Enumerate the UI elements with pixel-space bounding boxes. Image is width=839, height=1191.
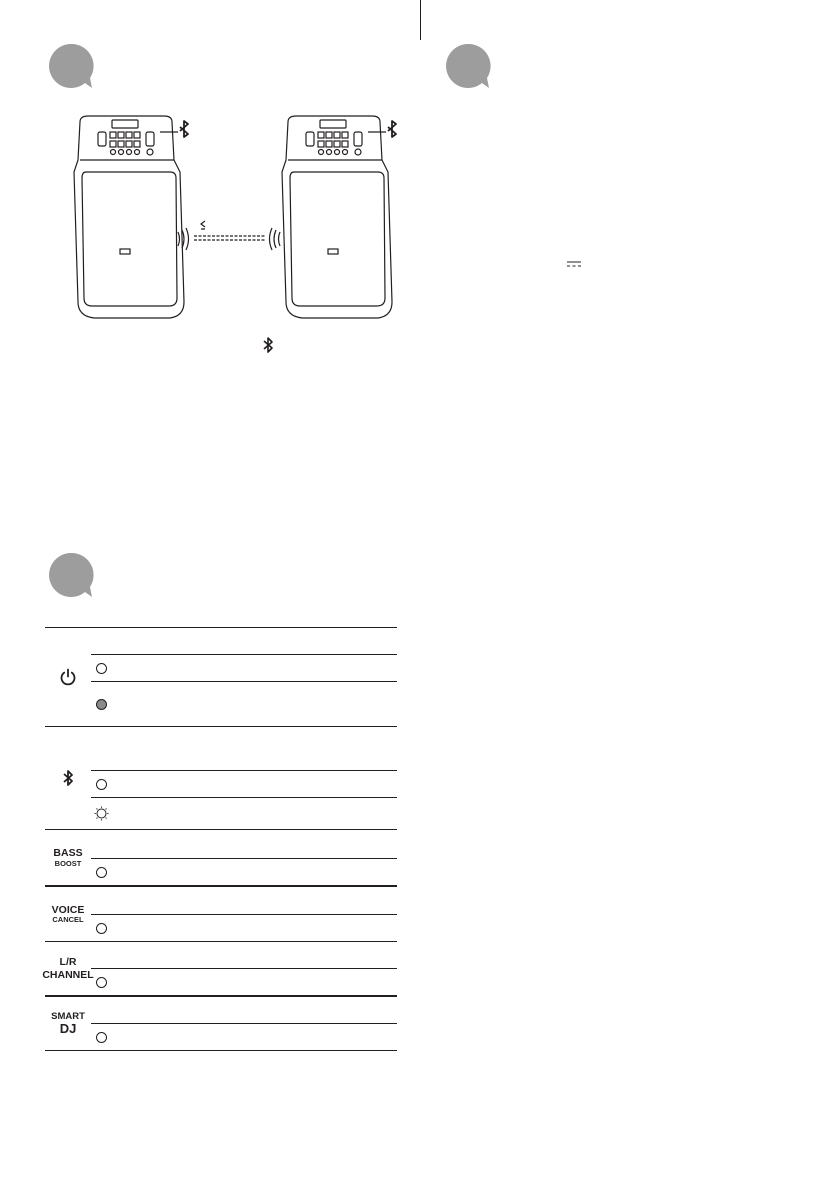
- bass-boost-group: [45, 829, 397, 885]
- led-solid-icon: [96, 699, 107, 710]
- table-row: [91, 681, 397, 726]
- speaker-left: [74, 116, 184, 318]
- led-blinking-icon: [94, 806, 109, 821]
- led-off-icon: [96, 867, 107, 878]
- speech-bubble-icon: [45, 549, 97, 601]
- dc-symbol-icon: [566, 260, 582, 268]
- bluetooth-icon: [388, 121, 396, 137]
- table-row: [91, 830, 397, 858]
- led-indicator-table: [42, 627, 397, 1051]
- table-row: [91, 997, 397, 1023]
- table-row: [91, 797, 397, 829]
- smart-dj-group: [45, 995, 397, 1051]
- speaker-right: [282, 116, 392, 318]
- table-row: [91, 942, 397, 968]
- bluetooth-icon: [180, 121, 188, 137]
- table-row: [91, 727, 397, 770]
- power-icon: [59, 668, 77, 686]
- smart-dj-label: SMART DJ: [51, 1010, 85, 1037]
- led-off-icon: [96, 663, 107, 674]
- table-row: [91, 858, 397, 885]
- power-group: [45, 627, 397, 726]
- led-off-icon: [96, 779, 107, 790]
- column-divider: [420, 0, 421, 40]
- bluetooth-icon: [262, 336, 274, 354]
- speech-bubble-icon: [442, 40, 494, 92]
- table-row: [91, 914, 397, 941]
- table-row: [91, 654, 397, 681]
- voice-cancel-label: VOICE CANCEL: [51, 903, 85, 924]
- bass-boost-label: BASS BOOST: [53, 847, 83, 868]
- table-row: [91, 628, 397, 654]
- table-row: [91, 887, 397, 914]
- lr-channel-group: [42, 941, 397, 995]
- speech-bubble-icon: [45, 40, 97, 92]
- led-off-icon: [96, 977, 107, 988]
- voice-cancel-group: [45, 885, 397, 941]
- bluetooth-icon: [62, 768, 74, 788]
- table-row: [91, 1023, 397, 1050]
- lr-channel-label: L/R CHANNEL: [42, 955, 94, 981]
- table-row: [91, 770, 397, 797]
- speaker-pairing-illustration: [60, 112, 410, 327]
- led-off-icon: [96, 1032, 107, 1043]
- led-off-icon: [96, 923, 107, 934]
- table-row: [91, 968, 397, 995]
- bluetooth-group: [45, 726, 397, 829]
